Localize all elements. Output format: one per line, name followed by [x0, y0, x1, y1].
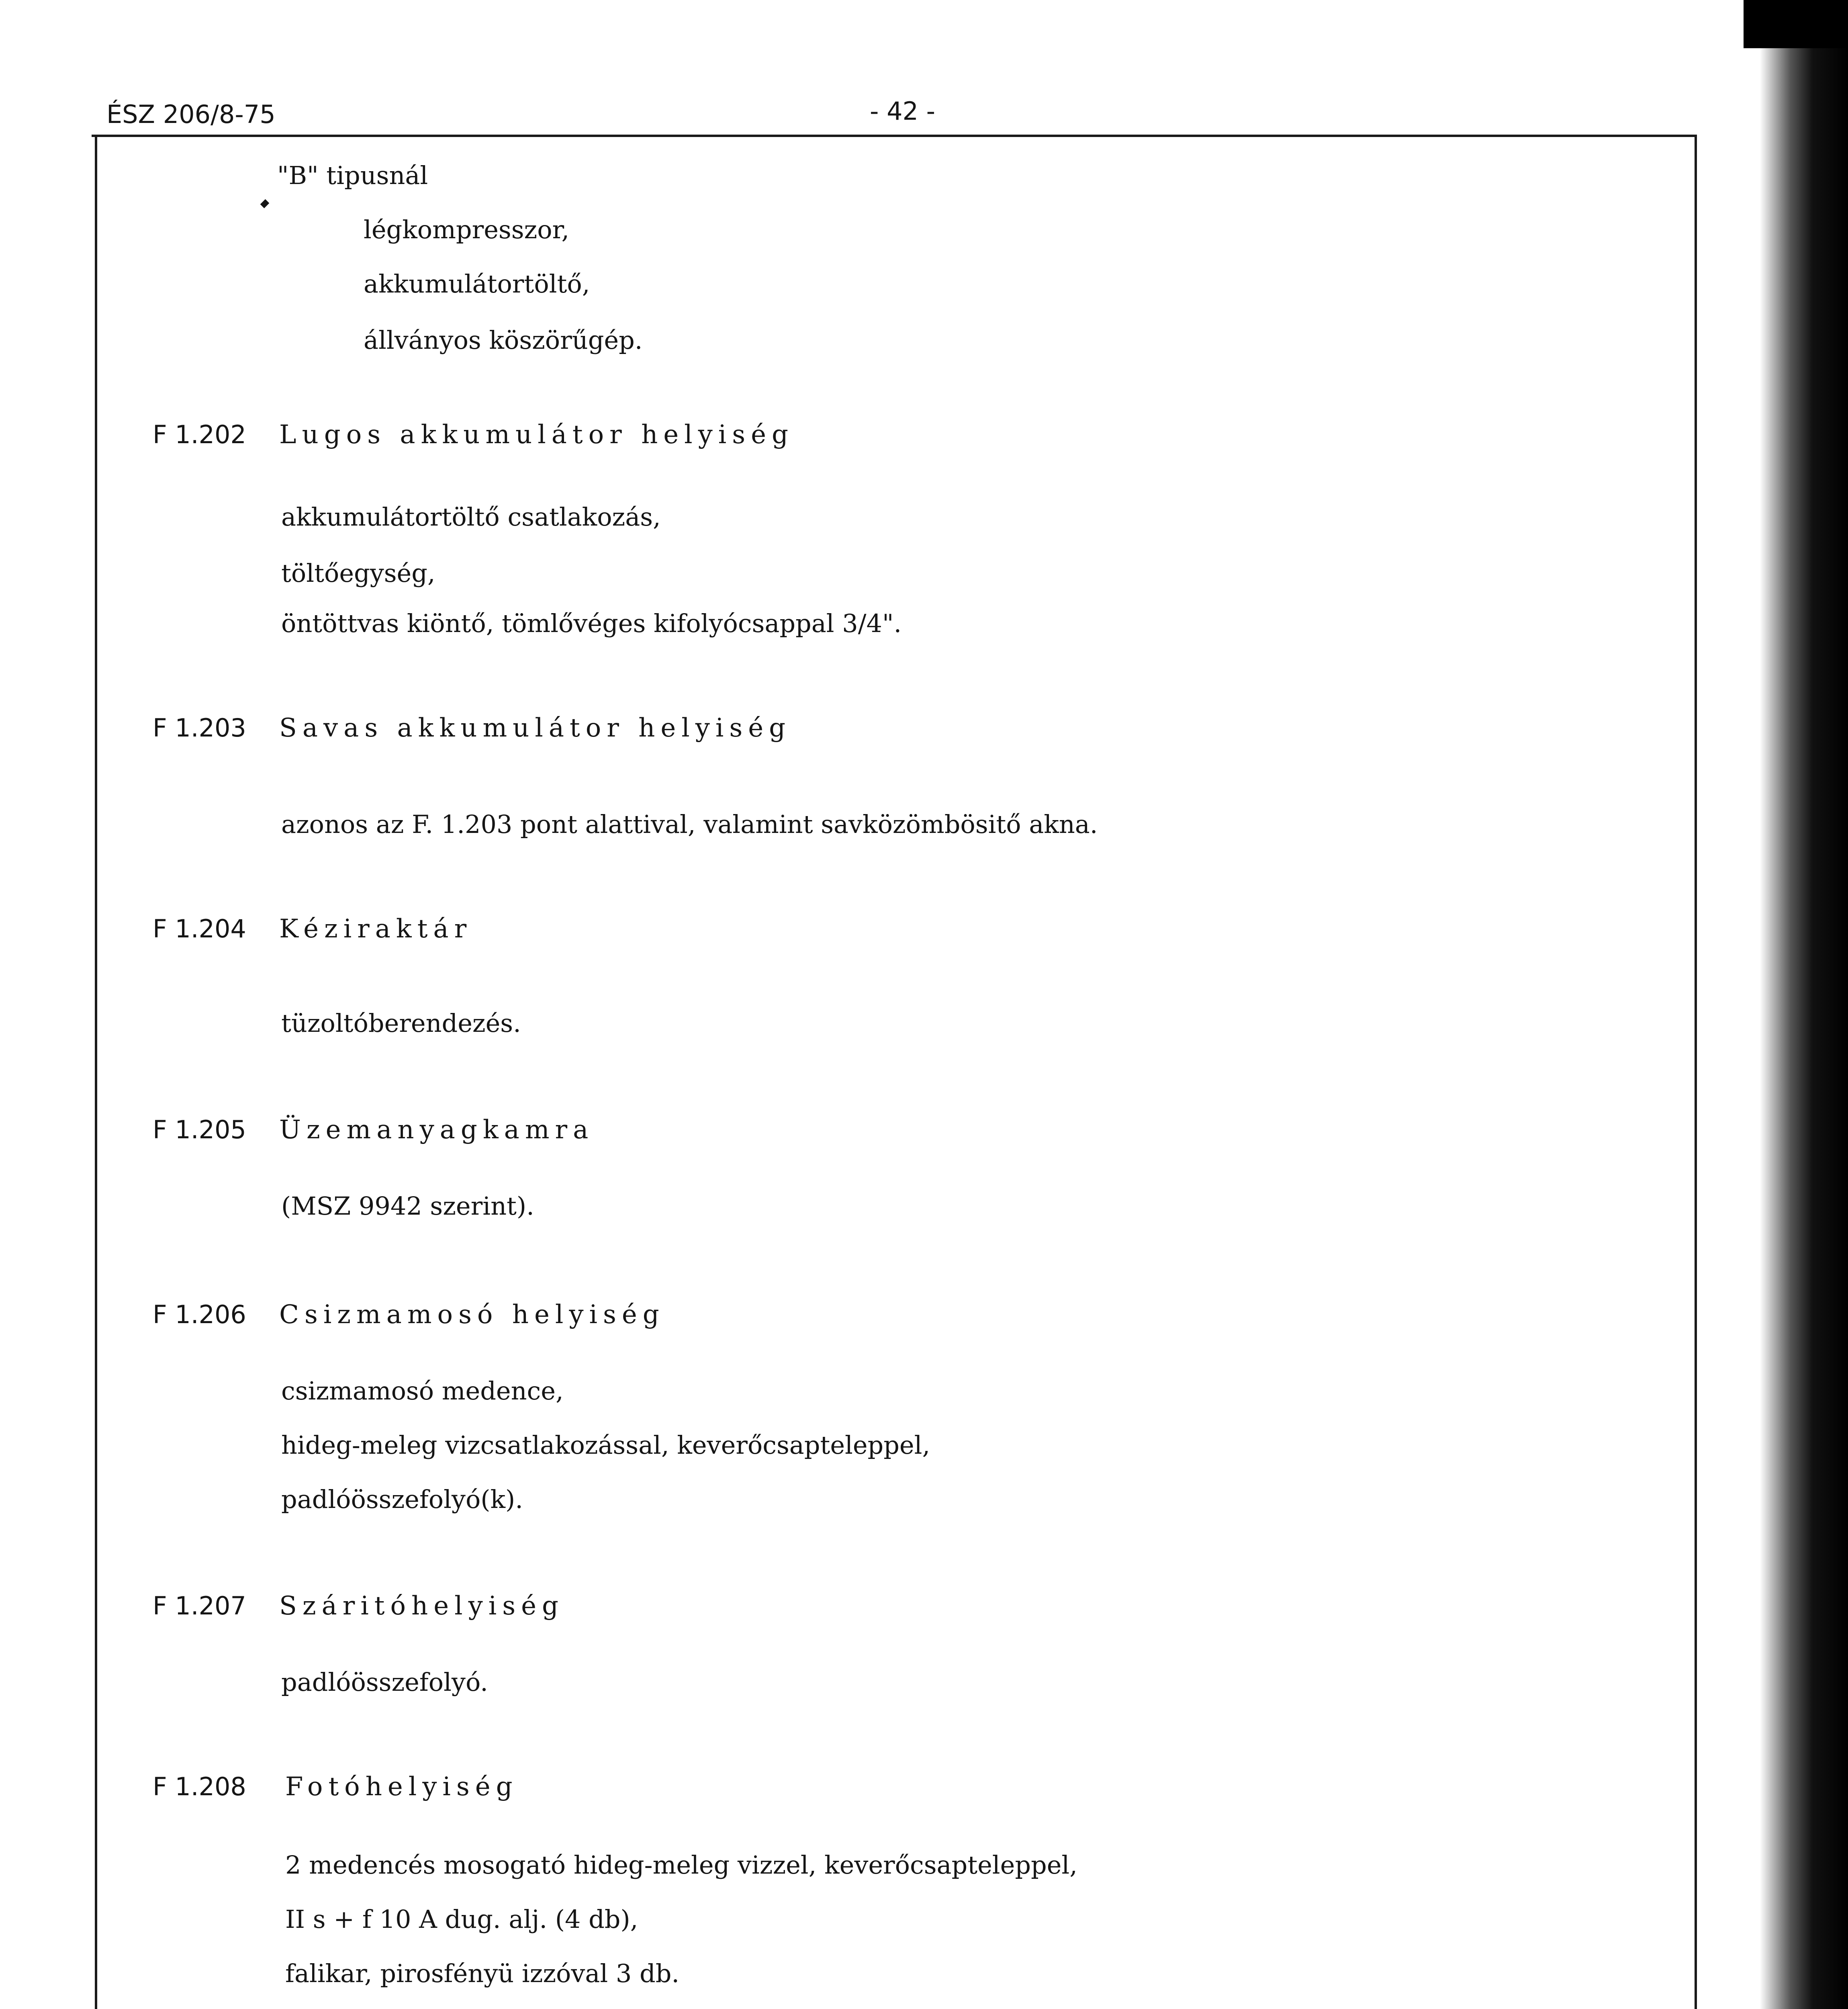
section-line: öntöttvas kiöntő, tömlővéges kifolyócsappal 3/4".: [281, 609, 902, 638]
section-line: falikar, pirosfényü izzóval 3 db.: [285, 1959, 680, 1988]
section-line: azonos az F. 1.203 pont alattival, valamint savközömbösitő akna.: [281, 810, 1098, 839]
section-title: Fotóhelyiség: [285, 1772, 518, 1802]
section-code: F 1.208: [153, 1772, 246, 1801]
section-line: akkumulátortöltő csatlakozás,: [281, 502, 661, 532]
section-title: Savas akkumulátor helyiség: [279, 713, 791, 743]
section-title: Üzemanyagkamra: [279, 1115, 594, 1145]
scan-corner-shadow: [1744, 0, 1848, 48]
section-code: F 1.206: [153, 1300, 246, 1329]
section-line: padlóösszefolyó.: [281, 1667, 488, 1697]
document-id: ÉSZ 206/8-75: [106, 100, 276, 129]
bullet-icon: [260, 199, 270, 209]
b-type-item: légkompresszor,: [364, 215, 570, 244]
section-code: F 1.202: [153, 420, 246, 449]
b-type-item: akkumulátortöltő,: [364, 269, 590, 299]
section-line: padlóösszefolyó(k).: [281, 1485, 523, 1514]
section-line: csizmamosó medence,: [281, 1376, 564, 1405]
b-type-item: állványos köszörűgép.: [364, 325, 643, 355]
section-line: (MSZ 9942 szerint).: [281, 1191, 534, 1221]
frame-left-line: [95, 135, 97, 2009]
section-code: F 1.207: [153, 1591, 246, 1620]
section-line: tüzoltóberendezés.: [281, 1009, 521, 1038]
section-code: F 1.205: [153, 1115, 246, 1144]
scan-edge-shadow: [1760, 0, 1848, 2009]
section-line: hideg-meleg vizcsatlakozással, keverőcsapteleppel,: [281, 1430, 930, 1460]
frame-right-line: [1695, 135, 1697, 2009]
section-line: töltőegység,: [281, 559, 435, 588]
section-line: II s + f 10 A dug. alj. (4 db),: [285, 1905, 638, 1934]
section-title: Kéziraktár: [279, 914, 472, 944]
frame-top-line: [92, 135, 1695, 137]
page-number: - 42 -: [870, 96, 936, 126]
section-title: Csizmamosó helyiség: [279, 1300, 665, 1330]
section-code: F 1.203: [153, 713, 246, 743]
section-title: Lugos akkumulátor helyiség: [279, 420, 794, 450]
b-type-label: "B" tipusnál: [277, 161, 428, 190]
section-code: F 1.204: [153, 914, 246, 943]
section-title: Száritóhelyiség: [279, 1591, 564, 1621]
section-line: 2 medencés mosogató hideg-meleg vizzel, keverőcsapteleppel,: [285, 1850, 1077, 1880]
